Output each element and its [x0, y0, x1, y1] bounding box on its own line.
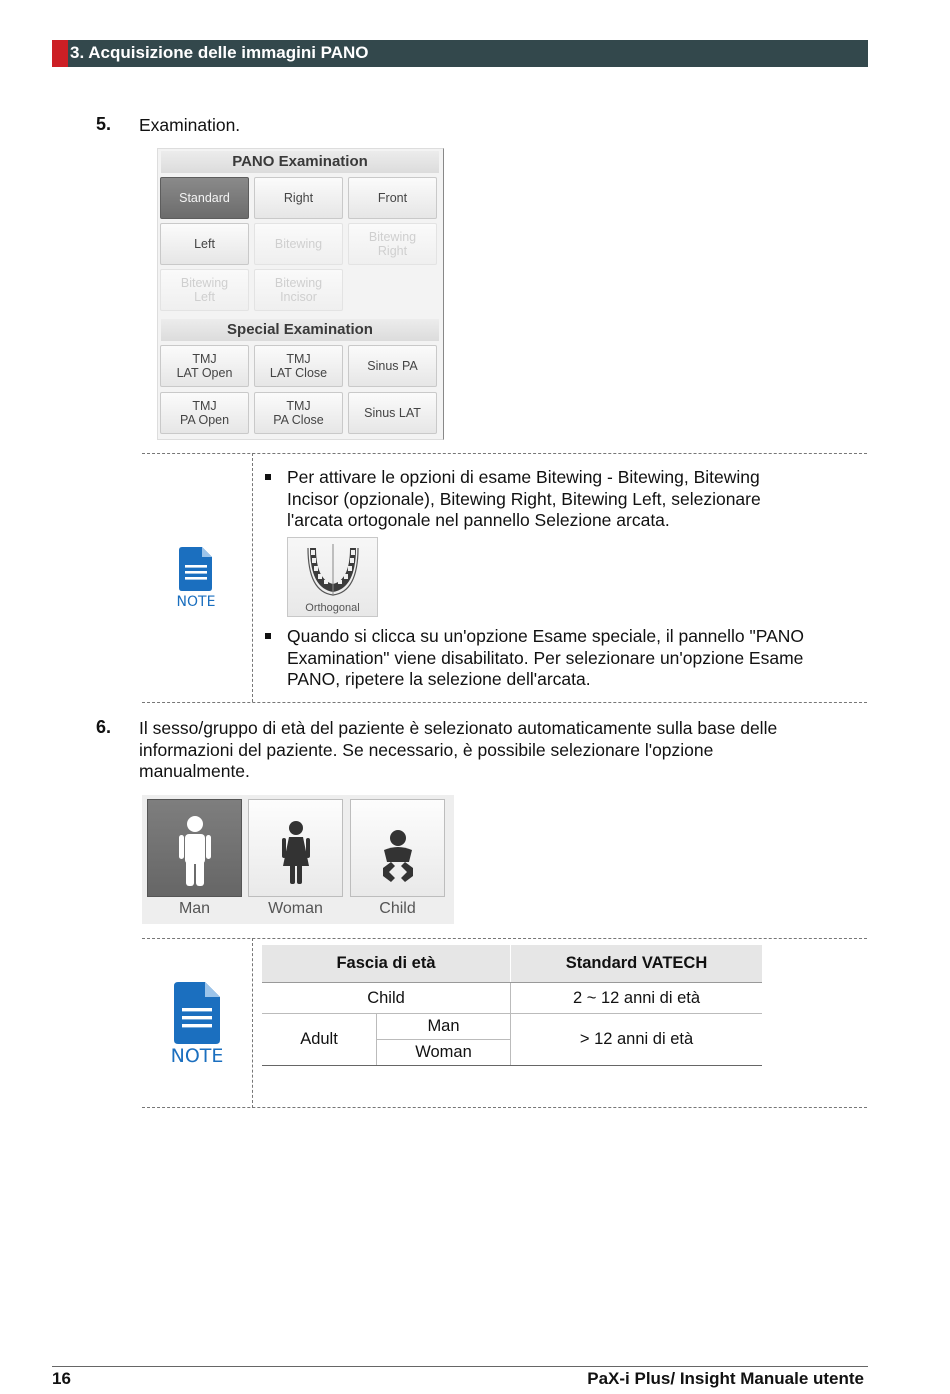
note-1-bullet-2 [287, 626, 804, 691]
pano-examination-title: PANO Examination [161, 151, 439, 173]
bullet-marker [265, 633, 271, 639]
step-6-line-1: Il sesso/gruppo di età del paziente è selezionato automaticamente sulla base delle [139, 718, 778, 738]
front-button[interactable]: Front [348, 177, 437, 219]
left-button[interactable]: Left [160, 223, 249, 265]
table-cell-woman: Woman [376, 1040, 510, 1065]
note-2-icon [166, 982, 228, 1067]
chapter-title: 3. Acquisizione delle immagini PANO [70, 43, 369, 62]
step-5-text: Examination. [139, 115, 241, 135]
page-number: 16 [52, 1369, 71, 1388]
tmj-lat-close-button[interactable]: TMJ LAT Close [254, 345, 343, 387]
man-icon [148, 800, 243, 898]
table-cell-child-value: 2 ~ 12 anni di età [510, 983, 762, 1013]
bitewing-right-button[interactable]: Bitewing Right [348, 223, 437, 265]
woman-button[interactable] [248, 799, 343, 897]
tmj-pa-open-button[interactable]: TMJ PA Open [160, 392, 249, 434]
note-2-bottom-border [142, 1107, 867, 1108]
note-1-top-border [142, 453, 867, 454]
patient-type-panel [142, 795, 454, 924]
child-button[interactable] [350, 799, 445, 897]
note-1-bullet-2-line-1: Quando si clicca su un'opzione Esame speciale, il pannello "PANO [287, 626, 805, 646]
woman-label: Woman [268, 900, 323, 917]
note-document-icon [179, 547, 213, 591]
note-1-bullet-2-line-2: Examination" viene disabilitato. Per selezionare un'opzione Esame [287, 647, 804, 668]
right-button[interactable]: Right [254, 177, 343, 219]
note-1-divider [252, 453, 253, 702]
step-6-text [139, 718, 777, 783]
bitewing-button[interactable]: Bitewing [254, 223, 343, 265]
note-1-icon [172, 547, 220, 610]
step-5-number: 5. [96, 114, 112, 134]
teeth-arch-icon [306, 544, 360, 596]
note-1-bullet-1-line-3: l'arcata ortogonale nel pannello Selezione arcata. [287, 510, 670, 530]
note-1-bullet-1-line-1: Per attivare le opzioni di esame Bitewing - Bitewing, Bitewing [287, 467, 760, 487]
man-button[interactable] [147, 799, 242, 897]
tmj-pa-close-button[interactable]: TMJ PA Close [254, 392, 343, 434]
footer-title: PaX-i Plus/ Insight Manuale utente [587, 1369, 864, 1388]
sinus-lat-button[interactable]: Sinus LAT [348, 392, 437, 434]
woman-icon [249, 800, 344, 898]
table-cell-adult-value: > 12 anni di età [510, 1014, 762, 1065]
note-1-bullet-1 [287, 467, 761, 532]
note-1-label: NOTE [176, 594, 216, 610]
age-group-table [262, 945, 762, 1067]
note-2-top-border [142, 938, 867, 939]
step-6-number: 6. [96, 717, 112, 737]
table-header-standard: Standard VATECH [510, 945, 762, 982]
footer-rule [52, 1366, 868, 1367]
child-icon [351, 800, 446, 898]
sinus-pa-button[interactable]: Sinus PA [348, 345, 437, 387]
note-document-icon [174, 982, 220, 1044]
step-6-line-3: manualmente. [139, 761, 250, 781]
step-6-line-2: informazioni del paziente. Se necessario, è possibile selezionare l'opzione [139, 739, 714, 760]
standard-button[interactable]: Standard [160, 177, 249, 219]
child-label: Child [379, 900, 416, 917]
man-label: Man [178, 900, 211, 917]
table-header-age-group: Fascia di età [262, 945, 510, 982]
note-1-bottom-border [142, 702, 867, 703]
tmj-lat-open-button[interactable]: TMJ LAT Open [160, 345, 249, 387]
note-1-bullet-1-line-2: Incisor (opzionale), Bitewing Right, Bitewing Left, selezionare [287, 488, 761, 509]
special-examination-title: Special Examination [161, 319, 439, 341]
orthogonal-arch-button[interactable] [287, 537, 378, 617]
header-accent [52, 40, 68, 67]
bitewing-incisor-button[interactable]: Bitewing Incisor [254, 269, 343, 311]
note-2-divider [252, 938, 253, 1108]
table-cell-adult: Adult [300, 1030, 338, 1048]
orthogonal-label: Orthogonal [305, 602, 360, 614]
table-cell-child: Child [367, 988, 405, 1007]
note-2-label: NOTE [170, 1045, 224, 1067]
pano-examination-panel [157, 148, 444, 440]
bullet-marker [265, 474, 271, 480]
table-bottom-rule [262, 1065, 762, 1066]
bitewing-left-button[interactable]: Bitewing Left [160, 269, 249, 311]
note-1-bullet-2-line-3: PANO, ripetere la selezione dell'arcata. [287, 669, 591, 689]
table-cell-man: Man [376, 1014, 510, 1039]
chapter-header [52, 40, 868, 67]
